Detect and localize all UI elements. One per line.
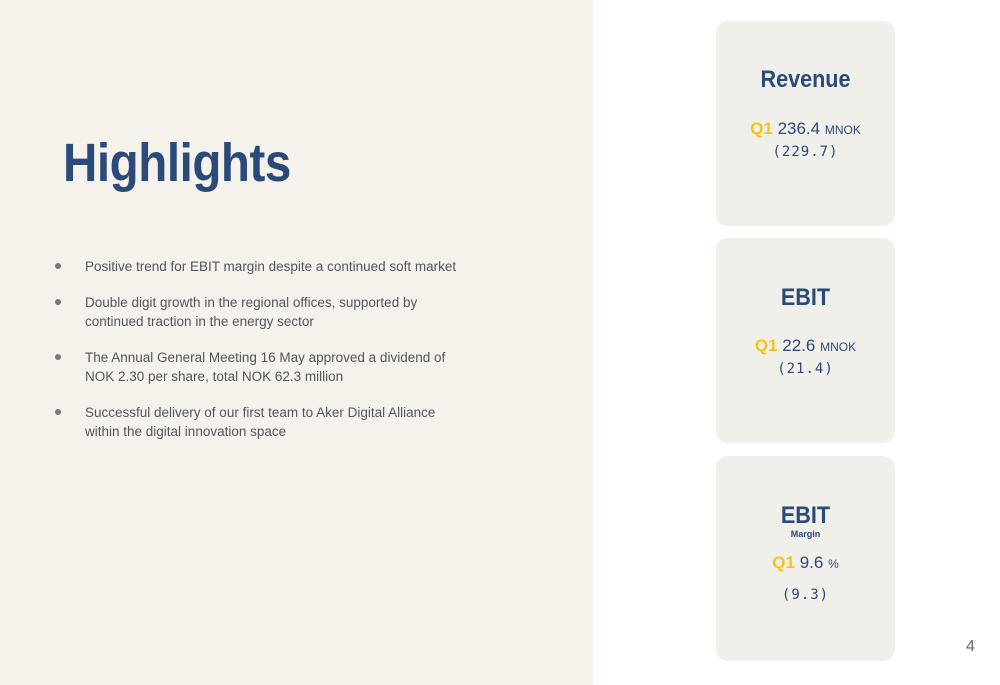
card-title: EBIT: [780, 502, 831, 529]
bullet-text: The Annual General Meeting 16 May approved a dividend of NOK 2.30 per share, total NOK 62.3 million: [85, 350, 446, 384]
page-number: 4: [966, 638, 975, 655]
value-unit: MNOK: [820, 340, 857, 354]
bullet-icon: [55, 409, 61, 415]
ebit-margin-card: [716, 456, 895, 661]
period-label: Q1: [750, 119, 773, 138]
previous-value: (21.4): [777, 361, 834, 377]
period-label: Q1: [772, 553, 795, 572]
period-label: Q1: [754, 336, 778, 355]
card-title: Revenue: [760, 66, 851, 93]
revenue-value: [716, 119, 895, 139]
value-unit: MNOK: [824, 123, 861, 137]
value-number: 9.6: [799, 553, 824, 572]
previous-value: (9.3): [781, 587, 830, 603]
bullet-icon: [55, 354, 61, 360]
ebit-value: [716, 336, 895, 356]
bullet-text: Successful delivery of our first team to Aker Digital Alliance within the digital innovation space: [85, 405, 436, 439]
page-title: Highlights: [63, 133, 291, 193]
card-subtitle: Margin: [790, 529, 821, 539]
bullet-icon: [55, 299, 61, 305]
list-item: [85, 348, 465, 386]
bullet-text: Positive trend for EBIT margin despite a continued soft market: [85, 259, 457, 274]
revenue-card: [716, 21, 895, 226]
ebit-margin-value: [716, 553, 895, 573]
value-number: 236.4: [777, 119, 821, 138]
bullet-text: Double digit growth in the regional offices, supported by continued traction in the energy sector: [85, 295, 418, 329]
ebit-card: [716, 238, 895, 443]
list-item: [85, 403, 465, 441]
previous-value: (229.7): [772, 144, 839, 160]
bullet-icon: [55, 263, 61, 269]
list-item: [85, 257, 465, 276]
card-title: EBIT: [780, 284, 831, 311]
value-number: 22.6: [782, 336, 816, 355]
list-item: [85, 293, 465, 331]
value-unit: %: [828, 557, 839, 571]
